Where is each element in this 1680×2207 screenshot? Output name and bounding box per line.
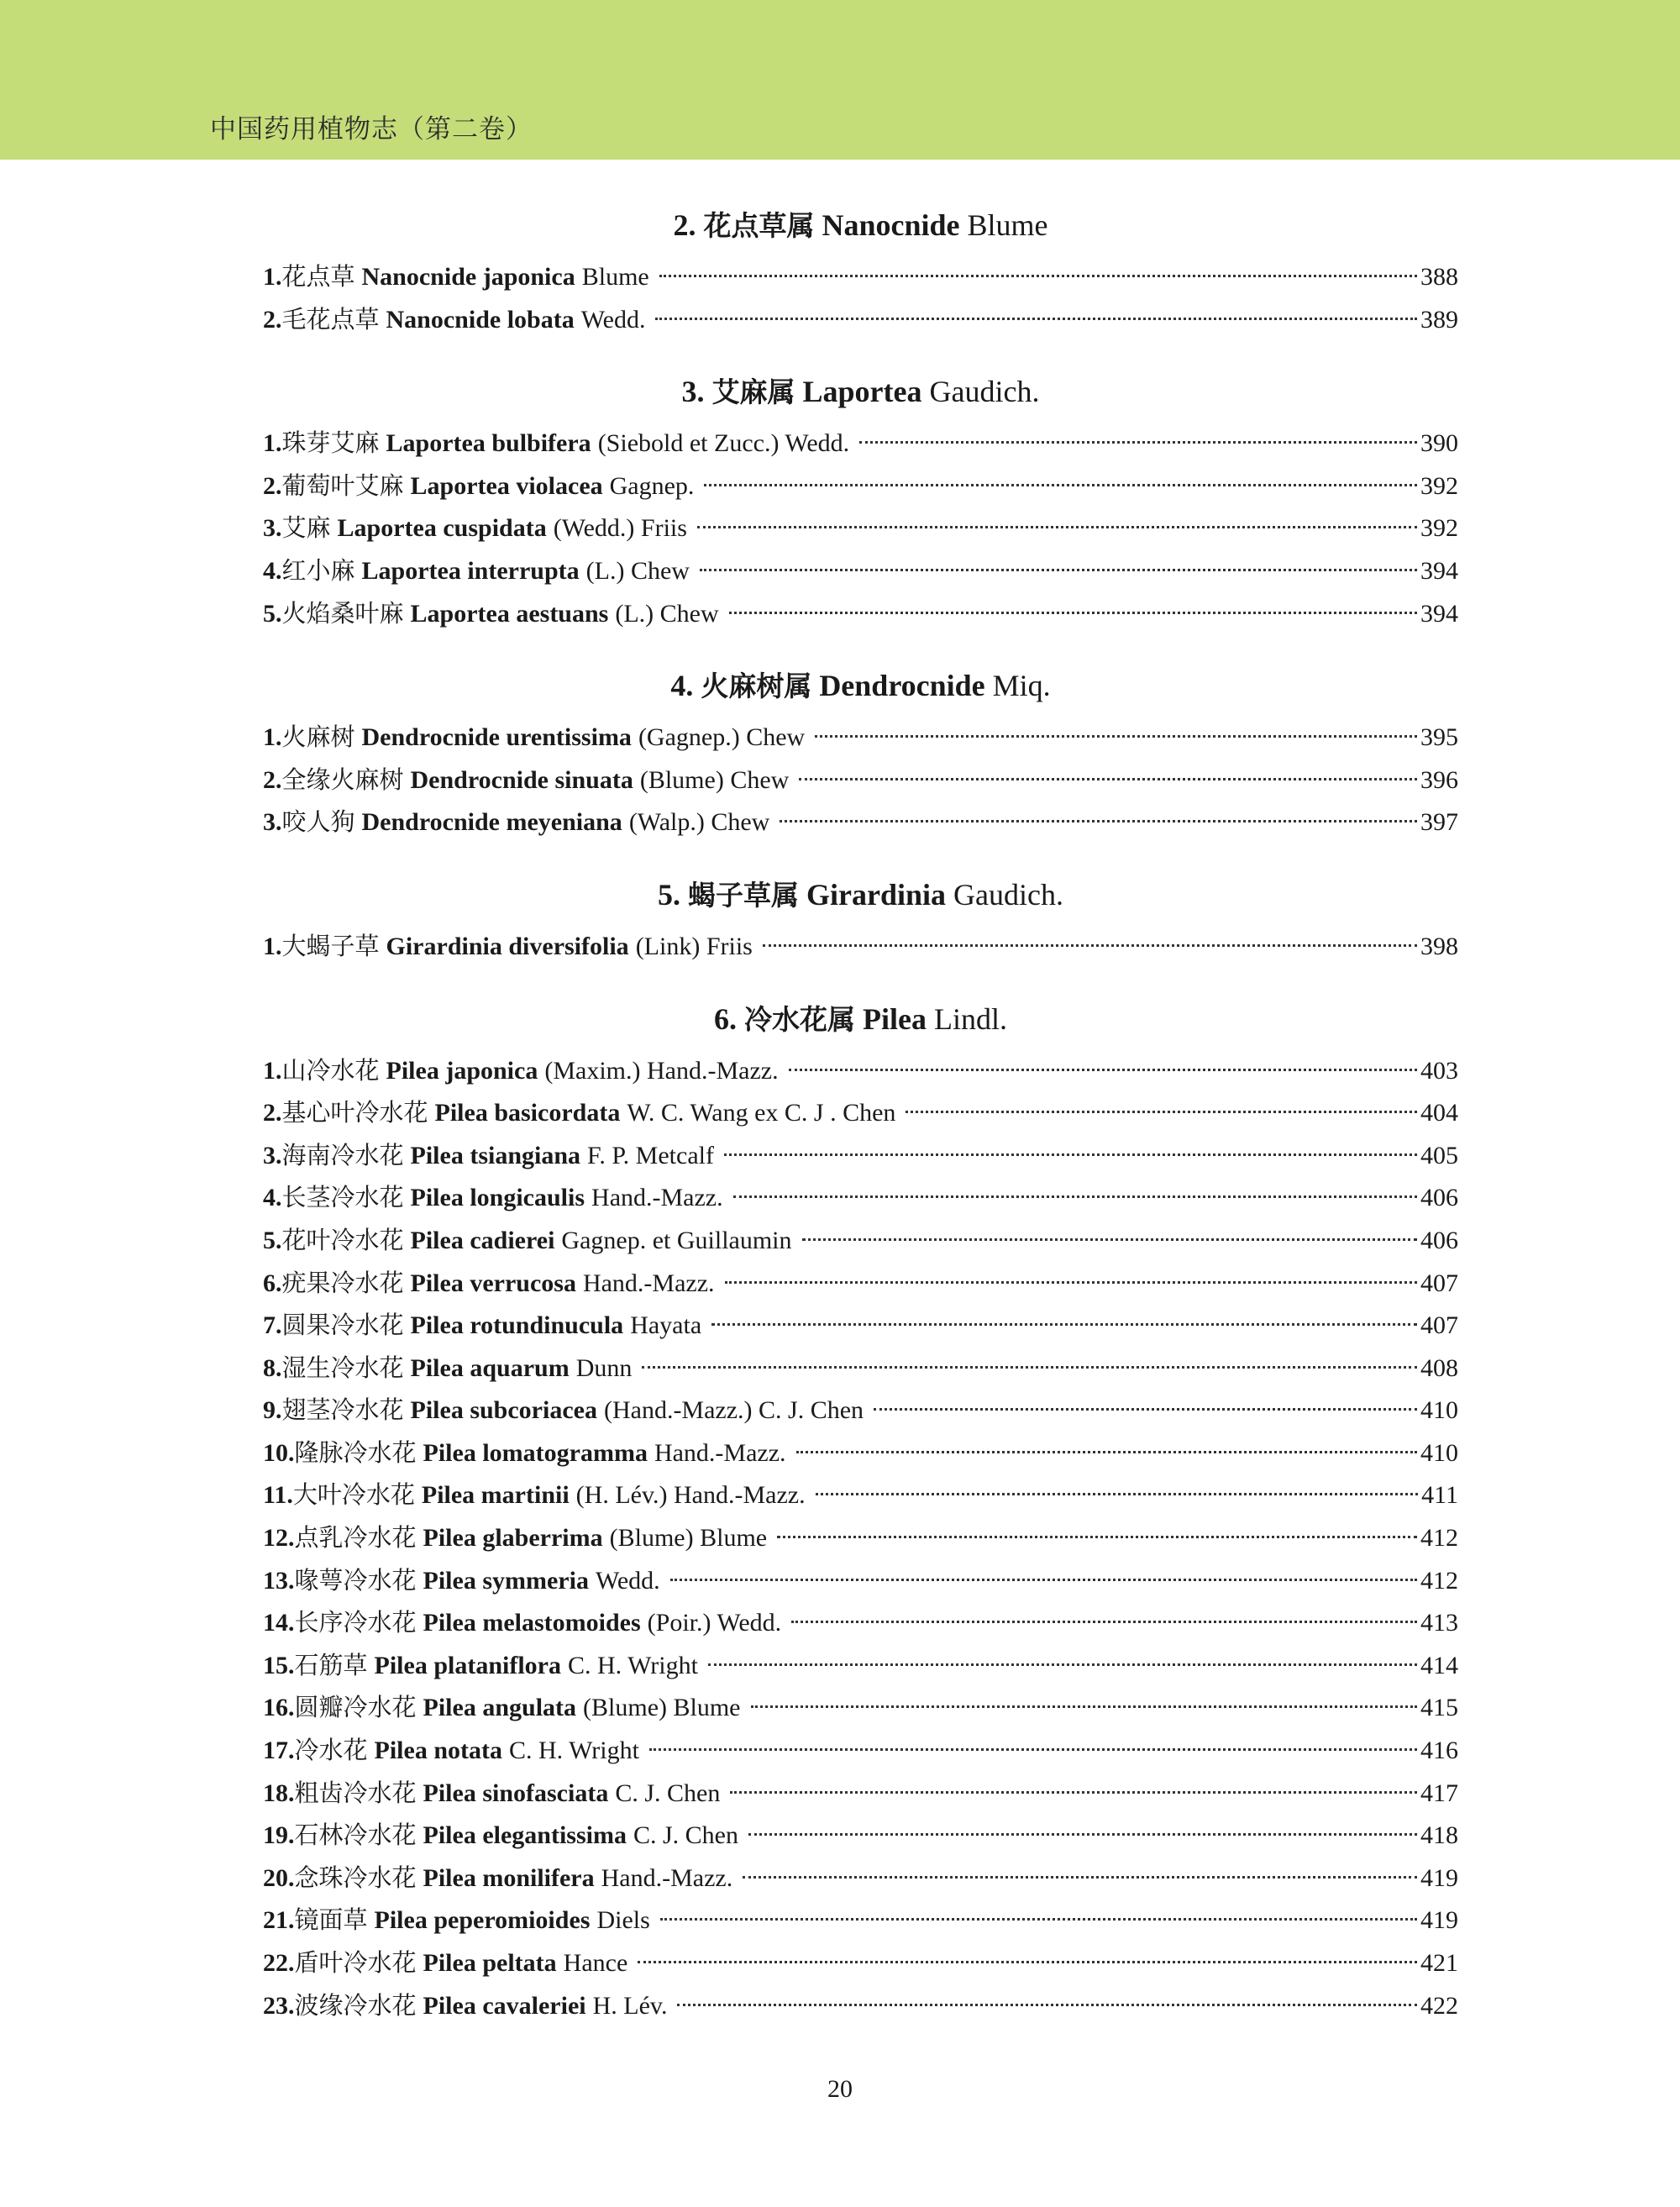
dot-leader <box>724 1153 1417 1156</box>
species-author: (Poir.) Wedd. <box>647 1609 782 1637</box>
species-chinese-name: 全缘火麻树 <box>281 765 404 794</box>
genus-number: 4. <box>670 669 694 703</box>
species-scientific-name: Pilea glaberrima <box>423 1524 603 1553</box>
genus-number: 3. <box>681 375 705 409</box>
entry-number: 11. <box>263 1481 293 1510</box>
toc-entry[interactable] <box>263 1432 1458 1474</box>
species-scientific-name: Nanocnide japonica <box>361 263 575 291</box>
species-author: Hayata <box>630 1311 702 1340</box>
species-author: (Gagnep.) Chew <box>638 723 806 752</box>
section-spacer <box>263 843 1458 870</box>
entry-page-number: 394 <box>1420 556 1458 585</box>
entry-number: 12. <box>263 1524 295 1553</box>
species-author: (Link) Friis <box>635 932 753 960</box>
toc-entry[interactable] <box>263 255 1458 298</box>
book-title: 中国药用植物志（第二卷） <box>210 114 533 145</box>
dot-leader <box>729 612 1417 614</box>
entry-number: 1. <box>263 263 282 291</box>
species-scientific-name: Dendrocnide urentissima <box>361 723 632 752</box>
toc-entry[interactable] <box>263 465 1458 507</box>
species-scientific-name: Girardinia diversifolia <box>386 932 629 960</box>
dot-leader <box>796 1451 1417 1453</box>
species-chinese-name: 念珠冷水花 <box>294 1863 417 1892</box>
dot-leader <box>780 820 1417 822</box>
species-scientific-name: Pilea peperomioides <box>374 1906 591 1935</box>
species-chinese-name: 海南冷水花 <box>281 1140 404 1169</box>
dot-leader <box>700 569 1417 571</box>
entry-number: 3. <box>263 808 282 837</box>
species-author: W. C. Wang ex C. J . Chen <box>627 1099 896 1127</box>
species-chinese-name: 石筋草 <box>294 1650 368 1679</box>
entry-number: 5. <box>263 1226 282 1254</box>
species-chinese-name: 长茎冷水花 <box>281 1183 404 1212</box>
entry-page-number: 404 <box>1420 1099 1458 1127</box>
species-author: Hance <box>563 1949 628 1977</box>
genus-section <box>263 994 1458 2027</box>
toc-entry[interactable] <box>263 801 1458 843</box>
species-author: (Wedd.) Friis <box>553 514 687 543</box>
genus-author: Miq. <box>992 669 1051 703</box>
entry-page-number: 392 <box>1420 514 1458 543</box>
toc-entry[interactable] <box>263 592 1458 635</box>
entry-number: 2. <box>263 1099 282 1127</box>
species-scientific-name: Laportea interrupta <box>361 556 580 585</box>
toc-entry[interactable] <box>263 1516 1458 1559</box>
species-chinese-name: 毛花点草 <box>281 304 380 334</box>
entry-page-number: 398 <box>1420 932 1458 960</box>
species-scientific-name: Pilea martinii <box>421 1481 570 1510</box>
species-chinese-name: 艾麻 <box>281 513 331 543</box>
toc-entry[interactable] <box>263 507 1458 549</box>
section-spacer <box>263 968 1458 994</box>
genus-author: Gaudich. <box>953 877 1063 912</box>
species-author: (H. Lév.) Hand.-Mazz. <box>575 1481 806 1510</box>
entry-page-number: 407 <box>1420 1311 1458 1340</box>
species-author: H. Lév. <box>592 1991 668 2020</box>
toc-entry[interactable] <box>263 549 1458 592</box>
toc-entry[interactable] <box>263 1686 1458 1729</box>
dot-leader <box>748 1833 1417 1836</box>
toc-entry[interactable] <box>263 422 1458 465</box>
entry-page-number: 413 <box>1420 1609 1458 1637</box>
toc-entry[interactable] <box>263 1091 1458 1134</box>
dot-leader <box>708 1663 1417 1666</box>
toc-entry[interactable] <box>263 1899 1458 1942</box>
dot-leader <box>815 735 1417 738</box>
section-spacer <box>263 340 1458 366</box>
entry-page-number: 416 <box>1420 1737 1458 1765</box>
species-author: (Maxim.) Hand.-Mazz. <box>544 1056 779 1085</box>
species-scientific-name: Pilea basicordata <box>434 1099 621 1127</box>
entry-number: 18. <box>263 1779 295 1807</box>
species-author: (Blume) Blume <box>609 1524 768 1553</box>
genus-scientific-name: Laportea <box>802 375 922 409</box>
species-scientific-name: Pilea peltata <box>423 1949 557 1977</box>
genus-heading <box>263 870 1458 920</box>
genus-author: Lindl. <box>933 1001 1007 1036</box>
toc-entry[interactable] <box>263 1389 1458 1432</box>
species-scientific-name: Pilea japonica <box>386 1056 538 1085</box>
entry-number: 23. <box>263 1991 295 2020</box>
toc-entry[interactable] <box>263 1262 1458 1305</box>
species-chinese-name: 喙萼冷水花 <box>294 1565 417 1595</box>
entry-page-number: 412 <box>1420 1566 1458 1595</box>
genus-scientific-name: Pilea <box>863 1001 927 1036</box>
species-chinese-name: 冷水花 <box>294 1736 368 1765</box>
genus-section <box>263 660 1458 843</box>
species-scientific-name: Pilea longicaulis <box>410 1184 585 1212</box>
toc-entry[interactable] <box>263 1857 1458 1900</box>
dot-leader <box>906 1111 1417 1113</box>
dot-leader <box>799 778 1417 780</box>
entry-number: 2. <box>263 471 282 500</box>
genus-heading <box>263 366 1458 417</box>
species-author: Wedd. <box>580 305 646 334</box>
entry-page-number: 421 <box>1420 1949 1458 1977</box>
entry-page-number: 422 <box>1420 1991 1458 2020</box>
genus-scientific-name: Nanocnide <box>822 208 960 242</box>
species-author: (Walp.) Chew <box>628 808 770 837</box>
species-chinese-name: 花叶冷水花 <box>281 1225 404 1254</box>
dot-leader <box>659 275 1417 277</box>
toc-entry[interactable] <box>263 1984 1458 2027</box>
dot-leader <box>697 526 1417 528</box>
entry-page-number: 405 <box>1420 1141 1458 1169</box>
species-author: (Siebold et Zucc.) Wedd. <box>597 429 850 458</box>
species-author: C. H. Wright <box>568 1651 698 1679</box>
entry-page-number: 395 <box>1420 723 1458 752</box>
dot-leader <box>677 2004 1417 2006</box>
entry-number: 6. <box>263 1269 282 1297</box>
toc-entry[interactable] <box>263 759 1458 801</box>
entry-number: 1. <box>263 932 282 960</box>
species-scientific-name: Nanocnide lobata <box>386 305 575 334</box>
entry-page-number: 410 <box>1420 1396 1458 1425</box>
entry-page-number: 419 <box>1420 1906 1458 1935</box>
species-chinese-name: 火焰桑叶麻 <box>281 598 404 628</box>
species-scientific-name: Pilea aquarum <box>410 1353 570 1382</box>
species-scientific-name: Pilea verrucosa <box>410 1269 576 1297</box>
species-chinese-name: 长序冷水花 <box>294 1608 417 1637</box>
genus-number: 2. <box>673 208 696 242</box>
species-author: (Blume) Chew <box>639 765 790 794</box>
species-author: (Blume) Blume <box>583 1694 741 1722</box>
species-chinese-name: 湿生冷水花 <box>281 1353 404 1382</box>
species-scientific-name: Pilea cadierei <box>410 1226 555 1254</box>
genus-heading <box>263 994 1458 1044</box>
dot-leader <box>802 1238 1417 1241</box>
entry-number: 4. <box>263 1184 282 1212</box>
toc-entry[interactable] <box>263 1559 1458 1602</box>
toc-entry[interactable] <box>263 1644 1458 1687</box>
genus-section <box>263 366 1458 634</box>
species-chinese-name: 火麻树 <box>281 723 355 752</box>
toc-entry[interactable] <box>263 1772 1458 1815</box>
species-author: Hand.-Mazz. <box>601 1863 733 1892</box>
dot-leader <box>791 1621 1417 1623</box>
species-scientific-name: Laportea bulbifera <box>386 429 591 458</box>
species-author: Hand.-Mazz. <box>582 1269 715 1297</box>
species-chinese-name: 盾叶冷水花 <box>294 1948 417 1977</box>
species-scientific-name: Pilea melastomoides <box>423 1609 641 1637</box>
entry-number: 17. <box>263 1737 295 1765</box>
toc-entry[interactable] <box>263 1601 1458 1644</box>
dot-leader <box>730 1791 1417 1794</box>
dot-leader <box>789 1069 1417 1071</box>
dot-leader <box>733 1195 1417 1198</box>
species-author: Gagnep. <box>609 471 695 500</box>
species-author: (Hand.-Mazz.) C. J. Chen <box>603 1396 864 1425</box>
species-author: Blume <box>581 263 649 291</box>
toc-entry[interactable] <box>263 1942 1458 1984</box>
entry-page-number: 406 <box>1420 1184 1458 1212</box>
entry-page-number: 389 <box>1420 305 1458 334</box>
species-author: (L.) Chew <box>585 556 690 585</box>
species-chinese-name: 粗齿冷水花 <box>294 1778 417 1807</box>
species-author: C. J. Chen <box>633 1821 738 1850</box>
species-author: Diels <box>596 1906 650 1935</box>
species-scientific-name: Pilea tsiangiana <box>410 1141 581 1169</box>
dot-leader <box>711 1323 1417 1326</box>
species-author: C. J. Chen <box>615 1779 721 1807</box>
entry-page-number: 415 <box>1420 1694 1458 1722</box>
dot-leader <box>642 1366 1417 1369</box>
genus-section <box>263 200 1458 340</box>
entry-page-number: 408 <box>1420 1353 1458 1382</box>
entry-number: 4. <box>263 556 282 585</box>
species-chinese-name: 珠芽艾麻 <box>281 428 380 458</box>
entry-page-number: 412 <box>1420 1524 1458 1553</box>
species-scientific-name: Pilea plataniflora <box>374 1651 561 1679</box>
dot-leader <box>777 1536 1417 1538</box>
entry-page-number: 417 <box>1420 1779 1458 1807</box>
species-scientific-name: Pilea elegantissima <box>423 1821 627 1850</box>
toc-entry[interactable] <box>263 716 1458 759</box>
entry-page-number: 407 <box>1420 1269 1458 1297</box>
dot-leader <box>655 318 1417 320</box>
dot-leader <box>816 1493 1419 1495</box>
species-scientific-name: Dendrocnide meyeniana <box>361 808 622 837</box>
entry-number: 19. <box>263 1821 295 1850</box>
dot-leader <box>704 484 1417 486</box>
entry-number: 7. <box>263 1311 282 1340</box>
dot-leader <box>859 441 1417 444</box>
header-band <box>0 0 1680 160</box>
entry-number: 2. <box>263 305 282 334</box>
dot-leader <box>670 1579 1417 1581</box>
species-author: Wedd. <box>595 1566 660 1595</box>
species-author: (L.) Chew <box>615 599 719 628</box>
species-chinese-name: 波缘冷水花 <box>294 1990 417 2020</box>
species-scientific-name: Pilea notata <box>374 1737 502 1765</box>
species-chinese-name: 大叶冷水花 <box>292 1480 415 1510</box>
entry-number: 1. <box>263 723 282 752</box>
toc-entry[interactable] <box>263 298 1458 341</box>
entry-number: 15. <box>263 1651 295 1679</box>
toc-entry[interactable] <box>263 1347 1458 1390</box>
entry-page-number: 388 <box>1420 263 1458 291</box>
species-author: Gagnep. et Guillaumin <box>561 1226 792 1254</box>
entry-number: 21. <box>263 1906 295 1935</box>
entry-number: 8. <box>263 1353 282 1382</box>
toc-entry[interactable] <box>263 1134 1458 1177</box>
species-chinese-name: 疣果冷水花 <box>281 1268 404 1297</box>
entry-page-number: 390 <box>1420 429 1458 458</box>
entry-number: 1. <box>263 1056 282 1085</box>
entry-page-number: 396 <box>1420 765 1458 794</box>
genus-chinese-name: 蝎子草属 <box>688 878 799 912</box>
entry-page-number: 411 <box>1421 1481 1458 1510</box>
species-chinese-name: 隆脉冷水花 <box>294 1437 417 1467</box>
entry-page-number: 419 <box>1420 1863 1458 1892</box>
entry-number: 3. <box>263 1141 282 1169</box>
species-chinese-name: 镜面草 <box>294 1905 368 1935</box>
genus-number: 6. <box>714 1001 737 1036</box>
genus-chinese-name: 艾麻属 <box>711 376 795 409</box>
species-author: Dunn <box>575 1353 633 1382</box>
species-chinese-name: 圆瓣冷水花 <box>294 1693 417 1722</box>
dot-leader <box>649 1748 1417 1751</box>
entry-number: 20. <box>263 1863 295 1892</box>
dot-leader <box>638 1961 1417 1963</box>
entry-number: 16. <box>263 1694 295 1722</box>
entry-number: 5. <box>263 599 282 628</box>
entry-page-number: 406 <box>1420 1226 1458 1254</box>
species-chinese-name: 山冷水花 <box>281 1055 380 1085</box>
species-chinese-name: 圆果冷水花 <box>281 1311 404 1340</box>
dot-leader <box>743 1876 1417 1879</box>
species-scientific-name: Pilea monilifera <box>423 1863 595 1892</box>
species-scientific-name: Pilea angulata <box>423 1694 577 1722</box>
genus-scientific-name: Girardinia <box>806 877 947 912</box>
genus-heading <box>263 200 1458 250</box>
species-scientific-name: Laportea aestuans <box>410 599 609 628</box>
genus-number: 5. <box>658 877 680 912</box>
species-chinese-name: 葡萄叶艾麻 <box>281 470 404 500</box>
dot-leader <box>763 944 1417 947</box>
entry-number: 10. <box>263 1438 295 1467</box>
entry-number: 1. <box>263 429 282 458</box>
genus-chinese-name: 火麻树属 <box>701 670 812 703</box>
toc-entry[interactable] <box>263 1219 1458 1262</box>
dot-leader <box>751 1705 1417 1708</box>
table-of-contents <box>263 200 1458 2026</box>
dot-leader <box>874 1408 1417 1411</box>
toc-entry[interactable] <box>263 1729 1458 1772</box>
genus-author: Blume <box>967 208 1048 242</box>
species-scientific-name: Dendrocnide sinuata <box>410 765 633 794</box>
genus-chinese-name: 冷水花属 <box>744 1002 855 1036</box>
entry-page-number: 403 <box>1420 1056 1458 1085</box>
species-scientific-name: Laportea violacea <box>410 471 603 500</box>
species-scientific-name: Pilea lomatogramma <box>423 1438 648 1467</box>
entry-page-number: 418 <box>1420 1821 1458 1850</box>
species-chinese-name: 点乳冷水花 <box>294 1523 417 1553</box>
toc-entry[interactable] <box>263 925 1458 968</box>
entry-page-number: 394 <box>1420 599 1458 628</box>
species-author: Hand.-Mazz. <box>591 1184 723 1212</box>
species-scientific-name: Pilea cavaleriei <box>423 1991 586 2020</box>
dot-leader <box>725 1281 1417 1284</box>
species-chinese-name: 花点草 <box>281 262 355 291</box>
entry-page-number: 397 <box>1420 808 1458 837</box>
species-author: Hand.-Mazz. <box>654 1438 786 1467</box>
entry-page-number: 410 <box>1420 1438 1458 1467</box>
species-scientific-name: Pilea subcoriacea <box>410 1396 597 1425</box>
toc-entry[interactable] <box>263 1049 1458 1092</box>
species-chinese-name: 石林冷水花 <box>294 1821 417 1850</box>
entry-number: 13. <box>263 1566 295 1595</box>
species-author: C. H. Wright <box>509 1737 639 1765</box>
species-chinese-name: 基心叶冷水花 <box>281 1098 428 1127</box>
toc-entry[interactable] <box>263 1814 1458 1857</box>
toc-entry[interactable] <box>263 1176 1458 1219</box>
genus-scientific-name: Dendrocnide <box>819 669 985 703</box>
genus-section <box>263 870 1458 968</box>
genus-heading <box>263 660 1458 711</box>
entry-number: 3. <box>263 514 282 543</box>
entry-number: 9. <box>263 1396 282 1425</box>
species-chinese-name: 红小麻 <box>281 555 355 585</box>
species-scientific-name: Laportea cuspidata <box>337 514 547 543</box>
section-spacer <box>263 634 1458 660</box>
dot-leader <box>660 1918 1417 1921</box>
entry-number: 14. <box>263 1609 295 1637</box>
species-chinese-name: 咬人狗 <box>281 807 355 837</box>
species-chinese-name: 翅茎冷水花 <box>281 1395 404 1425</box>
toc-entry[interactable] <box>263 1474 1458 1516</box>
entry-number: 22. <box>263 1949 295 1977</box>
species-author: F. P. Metcalf <box>587 1141 714 1169</box>
genus-chinese-name: 花点草属 <box>703 209 815 242</box>
entry-page-number: 392 <box>1420 471 1458 500</box>
entry-page-number: 414 <box>1420 1651 1458 1679</box>
genus-author: Gaudich. <box>929 375 1040 409</box>
species-scientific-name: Pilea rotundinucula <box>410 1311 624 1340</box>
species-chinese-name: 大蝎子草 <box>281 931 380 960</box>
page-number: 20 <box>827 2075 853 2103</box>
toc-entry[interactable] <box>263 1304 1458 1347</box>
entry-number: 2. <box>263 765 282 794</box>
species-scientific-name: Pilea symmeria <box>423 1566 589 1595</box>
species-scientific-name: Pilea sinofasciata <box>423 1779 609 1807</box>
